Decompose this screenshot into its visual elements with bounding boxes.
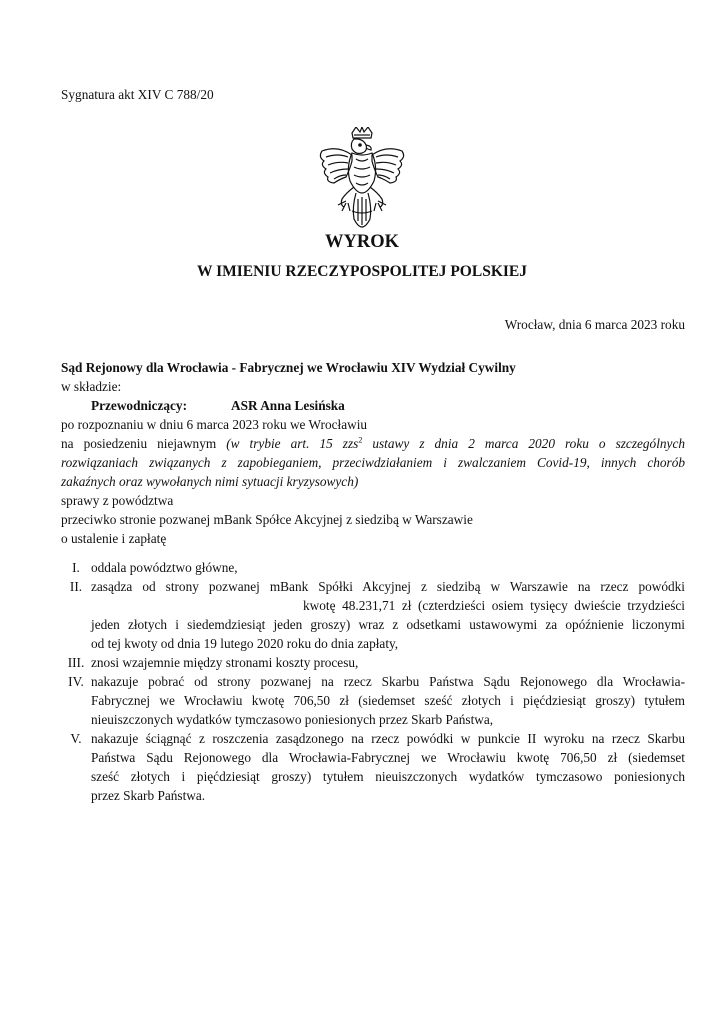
ruling-text: jeden złotych i siedemdziesiąt jeden groszy) wraz z odsetkami ustawowymi za opóźnienie liczonymi	[91, 617, 685, 632]
judgment-title: WYROK	[325, 232, 399, 252]
ruling-item-i	[61, 558, 685, 577]
ruling-item-v	[61, 729, 685, 805]
ruling-item-iv	[61, 672, 685, 729]
ruling-text: kwotę 48.231,71 zł (czterdzieści osiem tysięcy dwieście trzydzieści	[303, 598, 685, 613]
case-signature: Sygnatura akt XIV C 788/20	[61, 87, 214, 102]
ruling-text: oddala powództwo główne,	[91, 560, 238, 575]
consideration-line: po rozpoznaniu w dniu 6 marca 2023 roku we Wrocławiu	[61, 417, 368, 432]
case-line-2: przeciwko stronie pozwanej mBank Spółce Akcyjnej z siedzibą w Warszawie	[61, 512, 473, 527]
session-italic-1a: (w trybie art. 15 zzs	[226, 436, 359, 451]
session-prefix: na posiedzeniu niejawnym	[61, 436, 217, 451]
ruling-text: zasądza od strony pozwanej mBank Spółki Akcyjnej z siedzibą w Warszawie na rzecz powódki	[91, 579, 685, 594]
case-line-3: o ustalenie i zapłatę	[61, 531, 167, 546]
case-line-1: sprawy z powództwa	[61, 493, 174, 508]
place-and-date: Wrocław, dnia 6 marca 2023 roku	[504, 317, 685, 332]
ruling-text: nieuiszczonych wydatków tymczasowo poniesionych przez Skarb Państwa,	[91, 712, 494, 727]
ruling-item-ii	[61, 577, 685, 653]
polish-eagle-emblem-icon	[316, 127, 408, 229]
chair-row	[61, 396, 685, 415]
session-line-3: zakaźnych oraz wywołanych nimi sytuacji kryzysowych)	[61, 474, 359, 489]
ruling-number: III.	[67, 655, 85, 670]
chair-label: Przewodniczący:	[91, 398, 187, 413]
ruling-text: znosi wzajemnie między stronami koszty procesu,	[91, 655, 359, 670]
ruling-text: Fabrycznej we Wrocławiu kwotę 706,50 zł (siedemset sześć złotych i pięćdziesiąt groszy) tytułem	[91, 693, 685, 708]
ruling-number: V.	[70, 731, 82, 746]
ruling-text: nakazuje ściągnąć z roszczenia zasądzonego na rzecz powódki w punkcie II wyroku na rzecz Skarbu	[91, 731, 685, 746]
ruling-number: IV.	[68, 674, 84, 689]
ruling-number: II.	[69, 579, 83, 594]
ruling-text: Państwa Sądu Rejonowego dla Wrocławia-Fabrycznej we Wrocławiu kwotę 706,50 zł (siedemset	[91, 750, 685, 765]
composition-label: w składzie:	[61, 379, 122, 394]
ruling-text: od tej kwoty od dnia 19 lutego 2020 roku do dnia zapłaty,	[91, 636, 399, 651]
session-line-1	[61, 434, 685, 453]
ruling-text: nakazuje pobrać od strony pozwanej na rzecz Skarbu Państwa Sądu Rejonowego dla Wrocławia-	[91, 674, 685, 689]
chair-name: ASR Anna Lesińska	[231, 398, 345, 413]
ruling-text: sześć złotych i pięćdziesiąt groszy) tytułem nieuiszczonych wydatków tymczasowo poniesionych	[91, 769, 685, 784]
ruling-item-iii	[61, 653, 685, 672]
session-italic-1b: ustawy z dnia 2 marca 2020 roku o szczególnych	[362, 436, 685, 451]
court-name: Sąd Rejonowy dla Wrocławia - Fabrycznej we Wrocławiu XIV Wydział Cywilny	[61, 360, 516, 375]
session-superscript: 2	[358, 435, 363, 445]
rulings-list	[61, 558, 685, 805]
judgment-subtitle: W IMIENIU RZECZYPOSPOLITEJ POLSKIEJ	[196, 263, 528, 280]
ruling-number: I.	[72, 560, 80, 575]
ruling-text: przez Skarb Państwa.	[91, 788, 206, 803]
session-line-2: rozwiązaniach związanych z zapobieganiem, przeciwdziałaniem i zwalczaniem Covid-19, innych chorób	[61, 455, 685, 470]
judgment-intro	[61, 358, 685, 548]
